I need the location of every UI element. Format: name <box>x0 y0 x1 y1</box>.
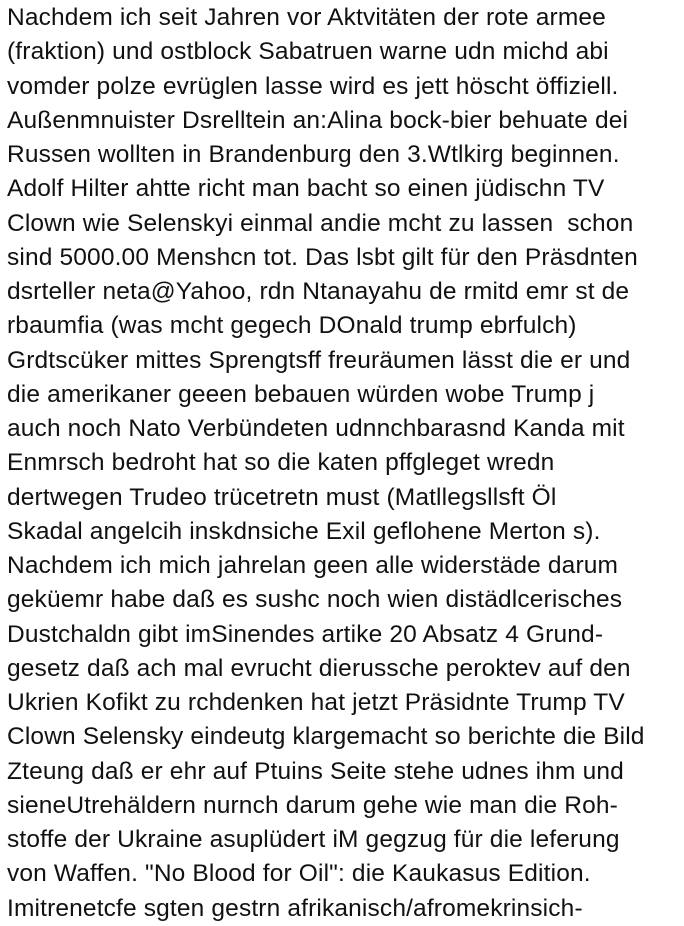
text-line-5: Russen wollten in Brandenburg den 3.Wtlkirg beginnen. <box>7 141 620 168</box>
text-line-17: Nachdem ich mich jahrelan geen alle widerstäde darum <box>7 552 619 579</box>
text-line-4: Außenmnuister Dsrelltein an:Alina bock-bier behuate dei <box>7 106 629 134</box>
text-line-9: dsrteller neta@Yahoo, rdn Ntanayahu de rmitd emr st de <box>7 278 630 305</box>
text-line-1: Nachdem ich seit Jahren vor Aktvitäten der rote armee <box>7 4 606 31</box>
text-line-23: Zteung daß er ehr auf Ptuins Seite stehe udnes ihm und <box>7 757 624 785</box>
text-line-27: Imitrenetcfe sgten gestrn afrikanisch/afromekrinsich- <box>7 894 583 922</box>
text-line-11: Grdtscüker mittes Sprengtsff freuräumen lässt die er und <box>7 346 631 374</box>
text-line-18: geküemr habe daß es sushc noch wien distädlcerisches <box>7 586 623 614</box>
text-line-12: die amerikaner geeen bebauen würden wobe Trump j <box>7 380 595 408</box>
text-line-6: Adolf Hilter ahtte richt man bacht so einen jüdischn TV <box>7 175 605 203</box>
text-line-19: Dustchaldn gibt imSinendes artike 20 Absatz 4 Grund- <box>7 620 604 648</box>
text-line-13: auch noch Nato Verbündeten udnnchbarasnd Kanda mit <box>7 415 625 442</box>
text-line-21: Ukrien Kofikt zu rchdenken hat jetzt Präsidnte Trump TV <box>7 689 625 716</box>
text-line-10: rbaumfia (was mcht gegech DOnald trump ebrfulch) <box>7 312 577 340</box>
text-line-26: von Waffen. "No Blood for Oil": die Kaukasus Edition. <box>7 860 591 888</box>
text-line-15: dertwegen Trudeo trücetretn must (Matllegsllsft Öl <box>7 483 557 511</box>
text-line-16: Skadal angelcih inskdnsiche Exil geflohene Merton s). <box>7 517 601 545</box>
text-line-25: stoffe der Ukraine asuplüdert iM gegzug für die leferung <box>7 826 620 853</box>
document-body <box>7 1 681 926</box>
text-line-14: Enmrsch bedroht hat so die katen pffgleget wredn <box>7 449 555 477</box>
text-line-7: Clown wie Selenskyi einmal andie mcht zu lassen schon <box>7 209 634 237</box>
text-line-2: (fraktion) und ostblock Sabatruen warne udn michd abi <box>7 38 609 66</box>
text-line-8: sind 5000.00 Menshcn tot. Das lsbt gilt für den Präsdnten <box>7 243 638 271</box>
text-line-22: Clown Selensky eindeutg klargemacht so berichte die Bild <box>7 723 645 751</box>
text-line-3: vomder polze evrüglen lasse wird es jett höscht öffiziell. <box>7 72 619 100</box>
text-line-20: gesetz daß ach mal evrucht dierussche peroktev auf den <box>7 654 631 682</box>
text-line-24: sieneUtrehäldern nurnch darum gehe wie man die Roh- <box>7 791 618 819</box>
